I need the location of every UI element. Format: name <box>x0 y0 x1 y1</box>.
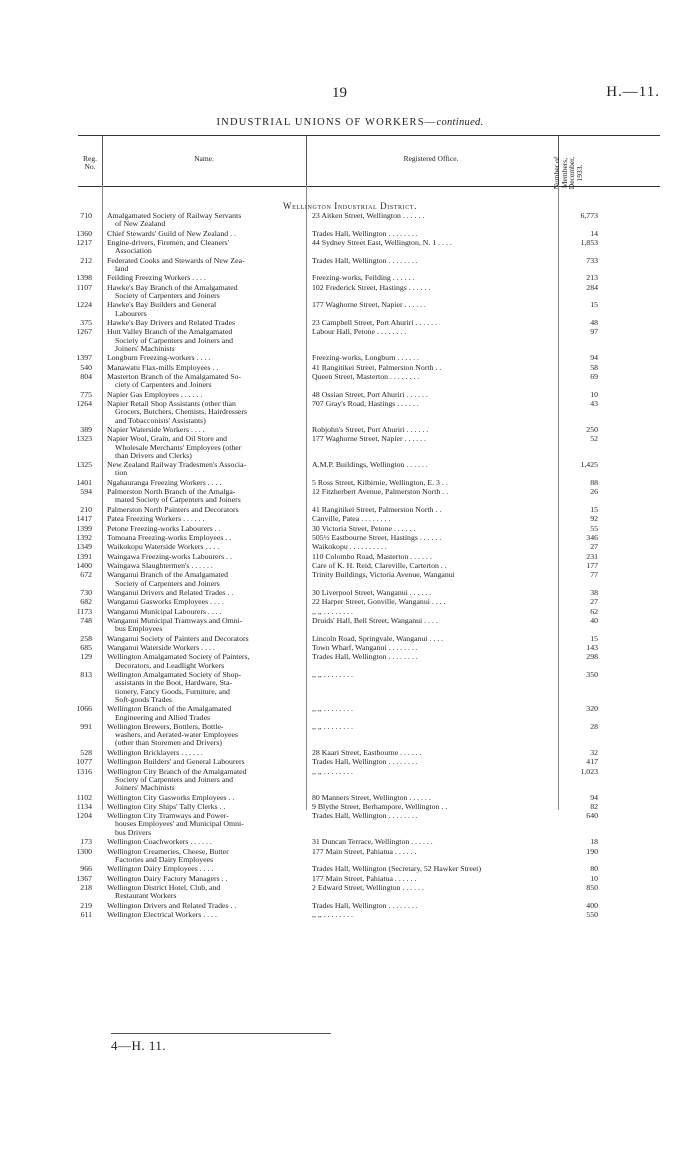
reg-number: 258 <box>80 633 92 643</box>
union-name-line: Wanganui Municipal Tramways and Omni- <box>107 617 243 625</box>
table-header <box>78 135 660 190</box>
reg-number: 1300 <box>76 846 92 856</box>
union-name-line: than Drivers and Clerks) <box>115 451 192 460</box>
member-count: 32 <box>590 747 598 757</box>
document-id: H.—11. <box>606 84 660 100</box>
member-count: 284 <box>586 282 598 292</box>
union-name-line: mated Society of Carpenters and Joiners <box>115 496 241 505</box>
union-name-line: Hutt Valley Branch of the Amalgamated <box>107 328 233 337</box>
member-count: 58 <box>590 362 598 372</box>
reg-number: 611 <box>80 909 92 919</box>
union-name <box>107 479 304 487</box>
union-name <box>107 515 304 523</box>
union-name-line: Society of Carpenters and Joiners <box>115 579 220 588</box>
member-count: 250 <box>586 424 598 434</box>
union-name-line: Palmerston North Painters and Decorators <box>107 505 239 514</box>
registered-office: 9 Blythe Street, Berhampore, Wellington . . <box>312 802 448 811</box>
union-name-line: Wellington Electrical Workers . . . . <box>107 910 217 919</box>
union-name-line: of New Zealand <box>115 220 166 229</box>
registered-office: 30 Victoria Street, Petone . . . . . . <box>312 524 416 533</box>
union-name-line: Waikokopu Waterside Workers . . . . <box>107 543 220 552</box>
member-count: 350 <box>586 670 598 679</box>
member-count: 97 <box>590 327 598 337</box>
union-name-line: Joiners' Machinists <box>115 344 175 353</box>
reg-number: 991 <box>80 721 92 731</box>
registered-office: 177 Waghorne Street, Napier . . . . . . <box>312 435 426 444</box>
reg-number: 1217 <box>76 238 92 247</box>
registered-office: 110 Colombo Road, Masterton . . . . . . <box>312 552 432 561</box>
union-name-line: Federated Cooks and Stewards of New Zea- <box>107 256 245 265</box>
member-count: 550 <box>586 909 598 919</box>
union-name-line: bus Drivers <box>115 828 152 837</box>
union-name-line: houses Employees' and Municipal Omni- <box>115 820 244 829</box>
union-name-line: Wellington Bricklayers . . . . . . <box>107 748 203 757</box>
member-count: 400 <box>586 900 598 910</box>
union-name <box>107 364 304 372</box>
member-count: 48 <box>590 317 598 327</box>
member-count: 28 <box>590 721 598 731</box>
union-name-line: Restaurant Workers <box>115 892 177 901</box>
member-count: 298 <box>586 652 598 662</box>
union-name <box>107 239 304 256</box>
registered-office: 30 Liverpool Street, Wanganui . . . . . . <box>312 588 432 597</box>
registered-office: ,, ,, . . . . . . . . <box>312 607 353 616</box>
union-name-line: Wellington Creameries, Cheese, Butter <box>107 847 229 856</box>
member-count: 320 <box>586 704 598 714</box>
registered-office: Care of K. H. Reid, Clareville, Carterton . . <box>312 561 447 570</box>
union-name <box>107 865 304 873</box>
union-name-line: Soft-goods Trades <box>115 695 172 704</box>
union-name <box>107 488 304 505</box>
union-name <box>107 635 304 643</box>
union-name <box>107 653 304 670</box>
member-count: 640 <box>586 811 598 821</box>
union-name-line: Napier Retail Shop Assistants (other than <box>107 399 236 408</box>
reg-number: 540 <box>80 362 92 372</box>
union-name-line: Wanganui Gasworks Employees . . . . <box>107 598 224 607</box>
union-name <box>107 212 304 229</box>
reg-number: 1224 <box>76 300 92 310</box>
union-name-line: Wholesale Merchants' Employees (other <box>115 443 242 452</box>
registered-office: A.M.P. Buildings, Wellington . . . . . . <box>312 461 428 470</box>
union-name <box>107 373 304 390</box>
union-name <box>107 768 304 793</box>
union-name <box>107 400 304 425</box>
union-name-line: ciety of Carpenters and Joiners <box>115 381 212 390</box>
member-count: 10 <box>590 389 598 399</box>
union-name-line: Wellington City Branch of the Amalgamated <box>107 767 247 776</box>
registered-office: 31 Duncan Terrace, Wellington . . . . . . <box>312 838 433 847</box>
union-name-line: Hawke's Bay Branch of the Amalgamated <box>107 283 238 292</box>
reg-number: 1316 <box>76 766 92 776</box>
registered-office: ,, ,, . . . . . . . . <box>312 910 353 919</box>
col-header-members-text: Number of Members, December, 1933. <box>552 156 584 190</box>
reg-number: 1134 <box>76 801 92 811</box>
union-name-line: Wellington Dairy Employees . . . . <box>107 865 214 874</box>
member-count: 1,023 <box>580 766 598 776</box>
union-name <box>107 328 304 353</box>
union-name-line: Wellington Dairy Factory Managers . . <box>107 874 228 883</box>
union-name-line: Society of Carpenters and Joiners and <box>115 775 234 784</box>
union-name-line: Wellington Drivers and Related Trades . . <box>107 901 237 910</box>
registered-office: 44 Sydney Street East, Wellington, N. 1 . . . . <box>312 239 452 247</box>
col-header-reg: Reg. No. <box>83 154 97 171</box>
reg-number: 748 <box>80 616 92 625</box>
registered-office: 23 Campbell Street, Port Ahuriri . . . . . . <box>312 318 437 327</box>
member-count: 177 <box>586 560 598 570</box>
union-name-line: Factories and Dairy Employees <box>115 855 214 864</box>
union-name-line: Longburn Freezing-workers . . . . <box>107 354 211 363</box>
union-name-line: Wellington Amalgamated Society of Painters, <box>107 653 250 662</box>
union-name <box>107 562 304 570</box>
union-name-line: Napier Wool, Grain, and Oil Store and <box>107 435 228 444</box>
reg-number: 1349 <box>76 542 92 552</box>
union-name <box>107 723 304 748</box>
reg-number: 804 <box>80 371 92 381</box>
reg-number: 1323 <box>76 434 92 444</box>
member-count: 143 <box>586 643 598 652</box>
union-name <box>107 230 304 238</box>
union-name-line: Joiners' Machinists <box>115 784 175 793</box>
col-header-office: Registered Office. <box>403 154 459 163</box>
reg-number: 1264 <box>76 398 92 408</box>
registered-office: Queen Street, Masterton . . . . . . . . <box>312 372 420 381</box>
union-name-line: New Zealand Railway Tradesmen's Associa- <box>107 461 247 470</box>
union-name <box>107 435 304 460</box>
union-name <box>107 705 304 722</box>
registered-office: Canville, Patea . . . . . . . . <box>312 515 391 524</box>
reg-number: 212 <box>80 255 92 265</box>
column-rule <box>306 185 307 810</box>
union-name-line: Wellington Branch of the Amalgamated <box>107 705 232 714</box>
reg-number: 173 <box>80 837 92 847</box>
registered-office: ,, ,, . . . . . . . . <box>312 767 353 776</box>
union-name-line: tion <box>115 469 128 478</box>
title-main: INDUSTRIAL UNIONS OF WORKERS— <box>216 117 437 128</box>
registered-office: 41 Rangitikei Street, Palmerston North . . <box>312 363 442 372</box>
member-count: 82 <box>590 801 598 811</box>
registered-office: Freezing-works, Feilding . . . . . . <box>312 274 415 283</box>
union-name-line: Wellington City Gasworks Employees . . <box>107 793 235 802</box>
registered-office: Trades Hall, Wellington . . . . . . . . <box>312 653 418 662</box>
union-name <box>107 426 304 434</box>
member-count: 92 <box>590 514 598 524</box>
union-name-line: Grocers, Butchers, Chemists, Hairdressers <box>115 408 248 417</box>
union-name-line: tionery, Fancy Goods, Furniture, and <box>115 687 230 696</box>
union-name <box>107 301 304 318</box>
reg-number: 1398 <box>76 273 92 283</box>
member-count: 231 <box>586 551 598 561</box>
registered-office: 28 Kaari Street, Eastbourne . . . . . . <box>312 748 422 757</box>
union-name <box>107 257 304 274</box>
member-count: 27 <box>590 597 598 607</box>
registered-office: 102 Frederick Street, Hastings . . . . . . <box>312 283 431 292</box>
union-name-line: Decorators, and Leadlight Workers <box>115 661 225 670</box>
reg-number: 1077 <box>76 757 92 767</box>
registered-office: ,, ,, . . . . . . . . <box>312 722 353 731</box>
union-name-line: Association <box>115 247 152 256</box>
member-count: 88 <box>590 477 598 487</box>
registered-office: ,, ,, . . . . . . . . <box>312 705 353 714</box>
registered-office: Lincoln Road, Springvale, Wanganui . . . . <box>312 634 444 643</box>
union-name <box>107 461 304 478</box>
member-count: 6,773 <box>580 211 598 220</box>
member-count: 69 <box>590 371 598 381</box>
union-name <box>107 284 304 301</box>
registered-office: 707 Gray's Road, Hastings . . . . . . <box>312 399 419 408</box>
reg-number: 1102 <box>76 792 92 802</box>
registered-office: Trades Hall, Wellington . . . . . . . . <box>312 812 418 821</box>
member-count: 52 <box>590 434 598 444</box>
member-count: 94 <box>590 792 598 802</box>
union-name-line: Wellington Coachworkers . . . . . . <box>107 838 212 847</box>
union-name <box>107 884 304 901</box>
union-name-line: Wellington Amalgamated Society of Shop- <box>107 671 242 679</box>
registered-office: Robjohn's Street, Port Ahuriri . . . . . . <box>312 425 429 434</box>
registered-office: Waikokopu . . . . . . . . . . <box>312 543 387 552</box>
union-name-line: Wellington Brewers, Bottlers, Bottle- <box>107 722 224 731</box>
reg-number: 129 <box>80 652 92 662</box>
reg-number: 528 <box>80 747 92 757</box>
col-header-members <box>552 138 584 190</box>
registered-office: Trades Hall, Wellington . . . . . . . . <box>312 758 418 767</box>
union-name-line: Feilding Freezing Workers . . . . <box>107 274 206 283</box>
member-count: 77 <box>590 570 598 580</box>
union-name <box>107 838 304 846</box>
reg-number: 218 <box>80 882 92 892</box>
reg-number: 775 <box>80 389 92 399</box>
union-name-line: (other than Storemen and Drivers) <box>115 739 222 748</box>
reg-number: 710 <box>80 211 92 220</box>
reg-number: 375 <box>80 317 92 327</box>
registered-office: Freezing-works, Longburn . . . . . . <box>312 354 419 363</box>
union-name <box>107 644 304 652</box>
reg-number: 1400 <box>76 560 92 570</box>
union-name-line: Waingawa Slaughtermen's . . . . . . <box>107 561 213 570</box>
reg-number: 1397 <box>76 353 92 363</box>
district-heading: Wellington Industrial District. <box>283 201 417 211</box>
union-name <box>107 617 304 634</box>
union-name-line: Wanganui Waterside Workers . . . . <box>107 644 215 652</box>
union-name <box>107 758 304 766</box>
union-name-line: Wanganui Branch of the Amalgamated <box>107 571 229 580</box>
union-name <box>107 598 304 606</box>
registered-office: Trades Hall, Wellington . . . . . . . . <box>312 229 418 238</box>
reg-number: 1367 <box>76 873 92 883</box>
reg-number: 1391 <box>76 551 92 561</box>
union-name-line: Hawke's Bay Drivers and Related Trades <box>107 318 236 327</box>
union-name <box>107 608 304 616</box>
union-name <box>107 525 304 533</box>
reg-number: 1173 <box>76 606 92 616</box>
member-count: 18 <box>590 837 598 847</box>
member-count: 1,425 <box>580 460 598 470</box>
registered-office: 41 Rangitikei Street, Palmerston North . . <box>312 505 442 514</box>
union-name-line: Waingawa Freezing-works Labourers . . <box>107 552 232 561</box>
union-name-line: Petone Freezing-works Labourers . . <box>107 524 221 533</box>
union-name-line: Patea Freezing Workers . . . . . . <box>107 515 205 524</box>
reg-number: 1066 <box>76 704 92 714</box>
union-name <box>107 506 304 514</box>
registered-office: 5 Ross Street, Kilbirnie, Wellington, E. 3 . . <box>312 478 448 487</box>
union-name <box>107 354 304 362</box>
registered-office: Town Wharf, Wanganui . . . . . . . . <box>312 644 418 652</box>
union-name-line: Labourers <box>115 309 147 318</box>
union-name-line: Wellington City Ships' Tally Clerks . . <box>107 802 226 811</box>
union-name <box>107 391 304 399</box>
reg-number: 1325 <box>76 460 92 470</box>
union-name-line: bus Employees <box>115 625 163 634</box>
reg-number: 1417 <box>76 514 92 524</box>
union-name-line: Ngahauranga Freezing Workers . . . . <box>107 478 222 487</box>
union-name <box>107 803 304 811</box>
member-count: 94 <box>590 353 598 363</box>
union-name <box>107 543 304 551</box>
reg-number: 966 <box>80 864 92 874</box>
member-count: 26 <box>590 487 598 497</box>
footer-signature: 4—H. 11. <box>111 1033 331 1054</box>
reg-number: 219 <box>80 900 92 910</box>
column-rule <box>102 185 103 810</box>
union-name-line: assistants in the Boot, Hardware, Sta- <box>115 679 233 688</box>
union-name-line: Engine-drivers, Firemen, and Cleaners' <box>107 239 230 247</box>
reg-number: 682 <box>80 597 92 607</box>
registered-office: ,, ,, . . . . . . . . <box>312 671 353 679</box>
union-name-line: Chief Stewards' Guild of New Zealand . . <box>107 229 236 238</box>
union-name <box>107 319 304 327</box>
union-name-line: Napier Waterside Workers . . . . <box>107 425 205 434</box>
union-name <box>107 911 304 919</box>
union-name <box>107 571 304 588</box>
union-name-line: Society of Carpenters and Joiners and <box>115 336 234 345</box>
union-name <box>107 794 304 802</box>
union-name-line: Wanganui Drivers and Related Trades . . <box>107 588 234 597</box>
member-count: 62 <box>590 606 598 616</box>
union-name-line: Manawatu Flax-mills Employees . . <box>107 363 219 372</box>
reg-number: 1360 <box>76 228 92 238</box>
union-name <box>107 875 304 883</box>
registered-office: 23 Aitken Street, Wellington . . . . . . <box>312 212 425 220</box>
union-name <box>107 671 304 704</box>
reg-number: 685 <box>80 643 92 652</box>
union-name-line: Tomoana Freezing-works Employees . . <box>107 533 232 542</box>
col-header-name: Name. <box>194 154 214 163</box>
union-name-line: Society of Carpenters and Joiners <box>115 291 220 300</box>
registered-office: 177 Waghorne Street, Napier . . . . . . <box>312 301 426 310</box>
union-name <box>107 848 304 865</box>
member-count: 346 <box>586 532 598 542</box>
union-name-line: land <box>115 264 129 273</box>
reg-number: 672 <box>80 570 92 580</box>
title-suffix: continued. <box>436 117 484 128</box>
registered-office: Trades Hall, Wellington (Secretary, 52 Hawker Street) <box>312 865 482 874</box>
reg-number: 1392 <box>76 532 92 542</box>
page-title <box>0 117 700 128</box>
reg-number: 389 <box>80 424 92 434</box>
reg-number: 1107 <box>76 282 92 292</box>
member-count: 80 <box>590 864 598 874</box>
registered-office: Trades Hall, Wellington . . . . . . . . <box>312 256 418 265</box>
member-count: 27 <box>590 542 598 552</box>
union-name-line: and Tobacconists' Assistants) <box>115 416 206 425</box>
union-name-line: Palmerston North Branch of the Amalga- <box>107 488 236 497</box>
reg-number: 1204 <box>76 811 92 821</box>
member-count: 55 <box>590 523 598 533</box>
union-name <box>107 902 304 910</box>
column-rule <box>558 185 559 810</box>
registered-office: Trinity Buildings, Victoria Avenue, Wanganui <box>312 571 455 580</box>
union-name-line: Wanganui Society of Painters and Decorators <box>107 634 249 643</box>
union-name-line: Engineering and Allied Trades <box>115 713 211 722</box>
member-count: 190 <box>586 846 598 856</box>
reg-number: 1401 <box>76 477 92 487</box>
reg-number: 1267 <box>76 327 92 337</box>
union-name-line: Wellington City Tramways and Power- <box>107 812 229 821</box>
registered-office: Labour Hall, Petone . . . . . . . . <box>312 328 407 337</box>
member-count: 15 <box>590 300 598 310</box>
member-count: 43 <box>590 398 598 408</box>
registered-office: 80 Manners Street, Wellington . . . . . . <box>312 793 431 802</box>
union-name-line: Hawke's Bay Builders and General <box>107 301 217 310</box>
member-count: 15 <box>590 633 598 643</box>
page-number: 19 <box>332 85 347 101</box>
registered-office: 2 Edward Street, Wellington . . . . . . <box>312 883 424 892</box>
registered-office: 177 Main Street, Pahiatua . . . . . . <box>312 847 417 856</box>
registered-office: 177 Main Street, Pahiatua . . . . . . <box>312 874 417 883</box>
union-name <box>107 274 304 282</box>
member-count: 15 <box>590 504 598 514</box>
union-name <box>107 589 304 597</box>
reg-number: 594 <box>80 487 92 497</box>
member-count: 417 <box>586 757 598 767</box>
member-count: 213 <box>586 273 598 283</box>
registered-office: 22 Harper Street, Gonville, Wanganui . . . . <box>312 598 446 607</box>
member-count: 733 <box>586 255 598 265</box>
union-name-line: Wellington Builders' and General Labourers <box>107 758 245 767</box>
union-name <box>107 534 304 542</box>
union-name <box>107 812 304 837</box>
member-count: 14 <box>590 228 598 238</box>
union-name <box>107 749 304 757</box>
registered-office: Trades Hall, Wellington . . . . . . . . <box>312 901 418 910</box>
member-count: 38 <box>590 587 598 597</box>
member-count: 40 <box>590 616 598 625</box>
union-name-line: Amalgamated Society of Railway Servants <box>107 212 242 220</box>
union-name-line: Napier Gas Employees . . . . . . <box>107 390 203 399</box>
reg-number: 1399 <box>76 523 92 533</box>
union-name <box>107 553 304 561</box>
member-count: 1,853 <box>580 238 598 247</box>
member-count: 850 <box>586 882 598 892</box>
reg-number: 730 <box>80 587 92 597</box>
registered-office: Druids' Hall, Bell Street, Wanganui . . . . <box>312 617 438 625</box>
union-name-line: Wellington District Hotel, Club, and <box>107 883 221 892</box>
registered-office: 505½ Eastbourne Street, Hastings . . . . . . <box>312 533 442 542</box>
member-count: 10 <box>590 873 598 883</box>
union-name-line: Wanganui Municipal Labourers . . . . <box>107 607 222 616</box>
union-name-line: Masterton Branch of the Amalgamated So- <box>107 372 242 381</box>
registered-office: 48 Ossian Street, Port Ahuriri . . . . . . <box>312 390 428 399</box>
reg-number: 210 <box>80 504 92 514</box>
union-name-line: washers, and Aerated-water Employees <box>115 731 238 740</box>
registered-office: 12 Fitzherbert Avenue, Palmerston North . . <box>312 488 449 497</box>
reg-number: 813 <box>80 670 92 679</box>
